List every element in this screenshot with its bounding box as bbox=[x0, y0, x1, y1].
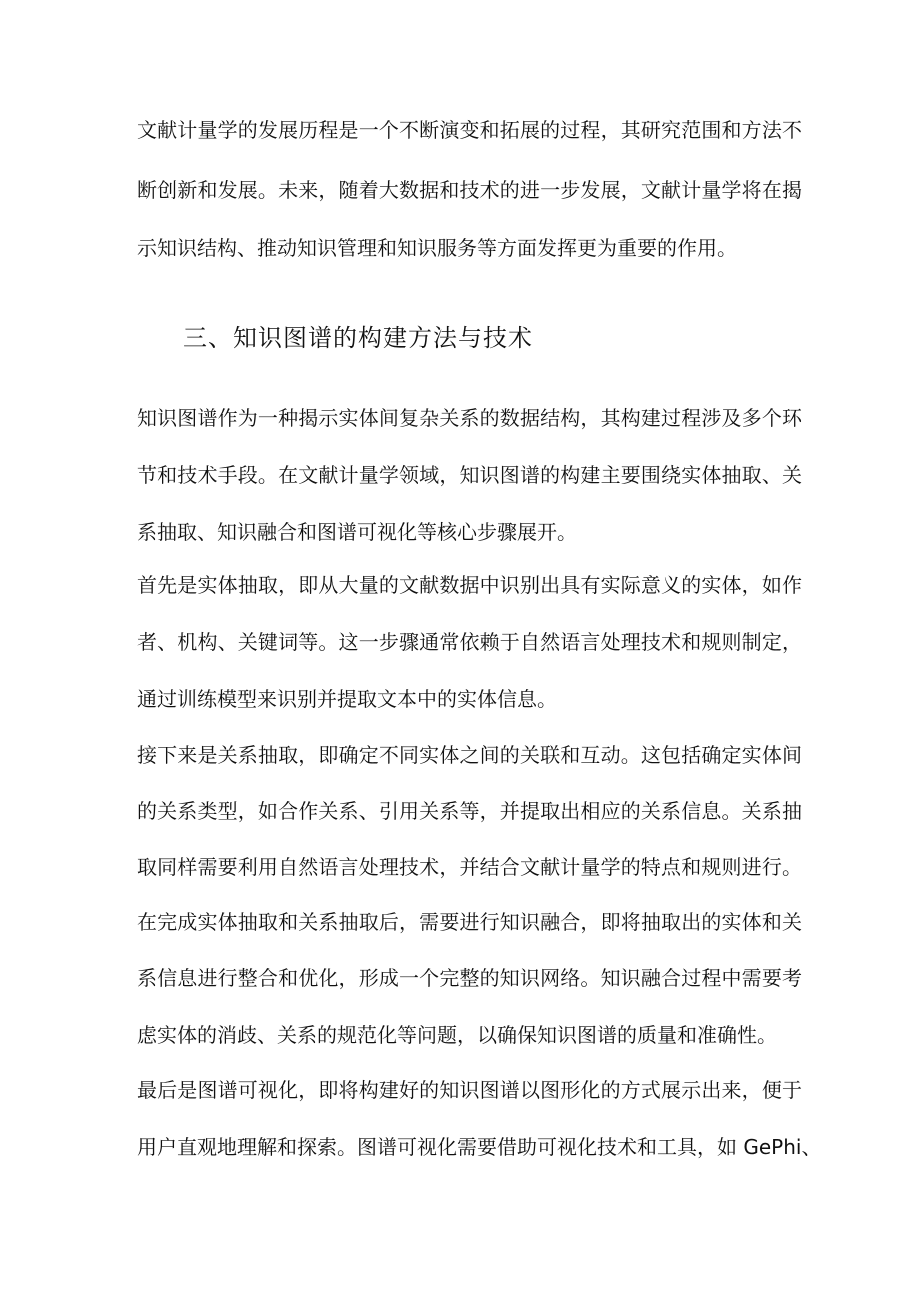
paragraph-3-line-3: 取同样需要利用自然语言处理技术，并结合文献计量学的特点和规则进行。 bbox=[137, 855, 802, 879]
paragraph-3-line-1: 接下来是关系抽取，即确定不同实体之间的关联和互动。这包括确定实体间 bbox=[137, 743, 802, 767]
paragraph-1-line-1: 知识图谱作为一种揭示实体间复杂关系的数据结构，其构建过程涉及多个环 bbox=[137, 406, 802, 430]
intro-line-3: 示知识结构、推动知识管理和知识服务等方面发挥更为重要的作用。 bbox=[137, 236, 737, 260]
intro-line-1: 文献计量学的发展历程是一个不断演变和拓展的过程，其研究范围和方法不 bbox=[137, 118, 802, 142]
paragraph-1-line-2: 节和技术手段。在文献计量学领域，知识图谱的构建主要围绕实体抽取、关 bbox=[137, 463, 802, 487]
paragraph-3-line-2: 的关系类型，如合作关系、引用关系等，并提取出相应的关系信息。关系抽 bbox=[137, 799, 802, 823]
paragraph-4-line-3: 虑实体的消歧、关系的规范化等问题，以确保知识图谱的质量和准确性。 bbox=[137, 1023, 777, 1047]
paragraph-4-line-1: 在完成实体抽取和关系抽取后，需要进行知识融合，即将抽取出的实体和关 bbox=[137, 910, 802, 934]
paragraph-4-line-2: 系信息进行整合和优化，形成一个完整的知识网络。知识融合过程中需要考 bbox=[137, 966, 802, 990]
paragraph-5-line-1: 最后是图谱可视化，即将构建好的知识图谱以图形化的方式展示出来，便于 bbox=[137, 1078, 802, 1102]
paragraph-2-line-2: 者、机构、关键词等。这一步骤通常依赖于自然语言处理技术和规则制定， bbox=[137, 630, 802, 654]
paragraph-5-line-2: 用户直观地理解和探索。图谱可视化需要借助可视化技术和工具，如 GePhi、 bbox=[137, 1135, 822, 1159]
paragraph-1-line-3: 系抽取、知识融合和图谱可视化等核心步骤展开。 bbox=[137, 520, 577, 544]
section-heading: 三、知识图谱的构建方法与技术 bbox=[183, 324, 533, 352]
paragraph-2-line-1: 首先是实体抽取，即从大量的文献数据中识别出具有实际意义的实体，如作 bbox=[137, 573, 802, 597]
paragraph-2-line-3: 通过训练模型来识别并提取文本中的实体信息。 bbox=[137, 687, 557, 711]
intro-line-2: 断创新和发展。未来，随着大数据和技术的进一步发展，文献计量学将在揭 bbox=[137, 178, 802, 202]
